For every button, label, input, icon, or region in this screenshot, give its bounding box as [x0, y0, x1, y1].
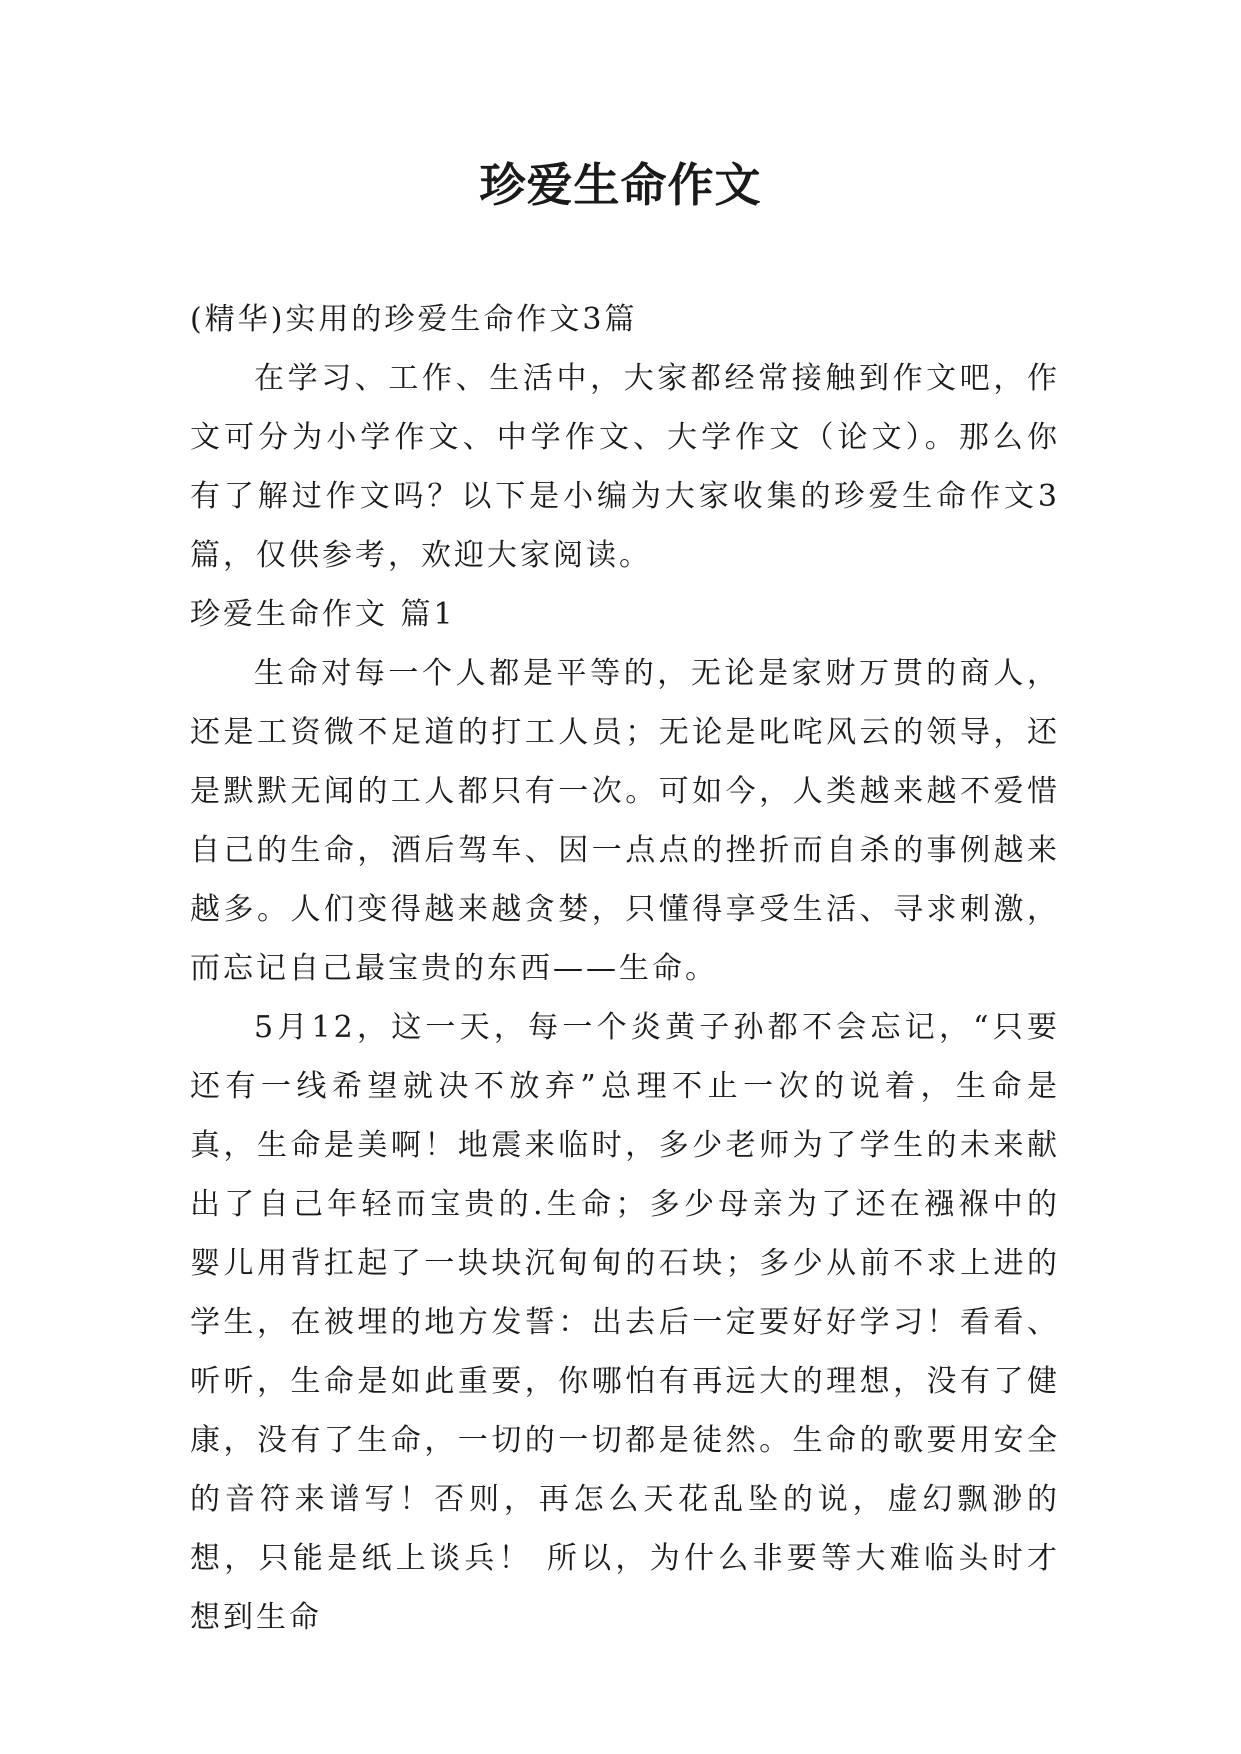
body-paragraph: 生命对每一个人都是平等的，无论是家财万贯的商人，还是工资微不足道的打工人员；无论是叱咤风云的领导，还是默默无闻的工人都只有一次。可如今，人类越来越不爱惜自己的生命，酒后驾车、因一点点的挫折而自杀的事例越来越多。人们变得越来越贪婪，只懂得享受生活、寻求刺激，而忘记自己最宝贵的东西——生命。 [190, 656, 1060, 986]
document-body [190, 290, 1060, 1647]
document-subtitle: (精华)实用的珍爱生命作文3篇 [190, 302, 638, 337]
document-title: 珍爱生命作文 [479, 158, 762, 212]
body-paragraph: 5月12，这一天，每一个炎黄子孙都不会忘记，“只要还有一线希望就决不放弃”总理不止一次的说着，生命是真，生命是美啊！地震来临时，多少老师为了学生的未来献出了自己年轻而宝贵的.生命；多少母亲为了还在襁褓中的婴儿用背扛起了一块块沉甸甸的石块；多少从前不求上进的学生，在被埋的地方发誓：出去后一定要好好学习！看看、听听，生命是如此重要，你哪怕有再远大的理想，没有了健康，没有了生命，一切的一切都是徒然。生命的歌要用安全的音符来谱写！否则，再怎么天花乱坠的说，虚幻飘渺的想，只能是纸上谈兵！ 所以，为什么非要等大难临头时才想到生命 [190, 1010, 1060, 1635]
intro-paragraph: 在学习、工作、生活中，大家都经常接触到作文吧，作文可分为小学作文、中学作文、大学作文（论文）。那么你有了解过作文吗？以下是小编为大家收集的珍爱生命作文3篇，仅供参考，欢迎大家阅读。 [190, 361, 1060, 573]
section-heading: 珍爱生命作文 篇1 [190, 597, 456, 632]
